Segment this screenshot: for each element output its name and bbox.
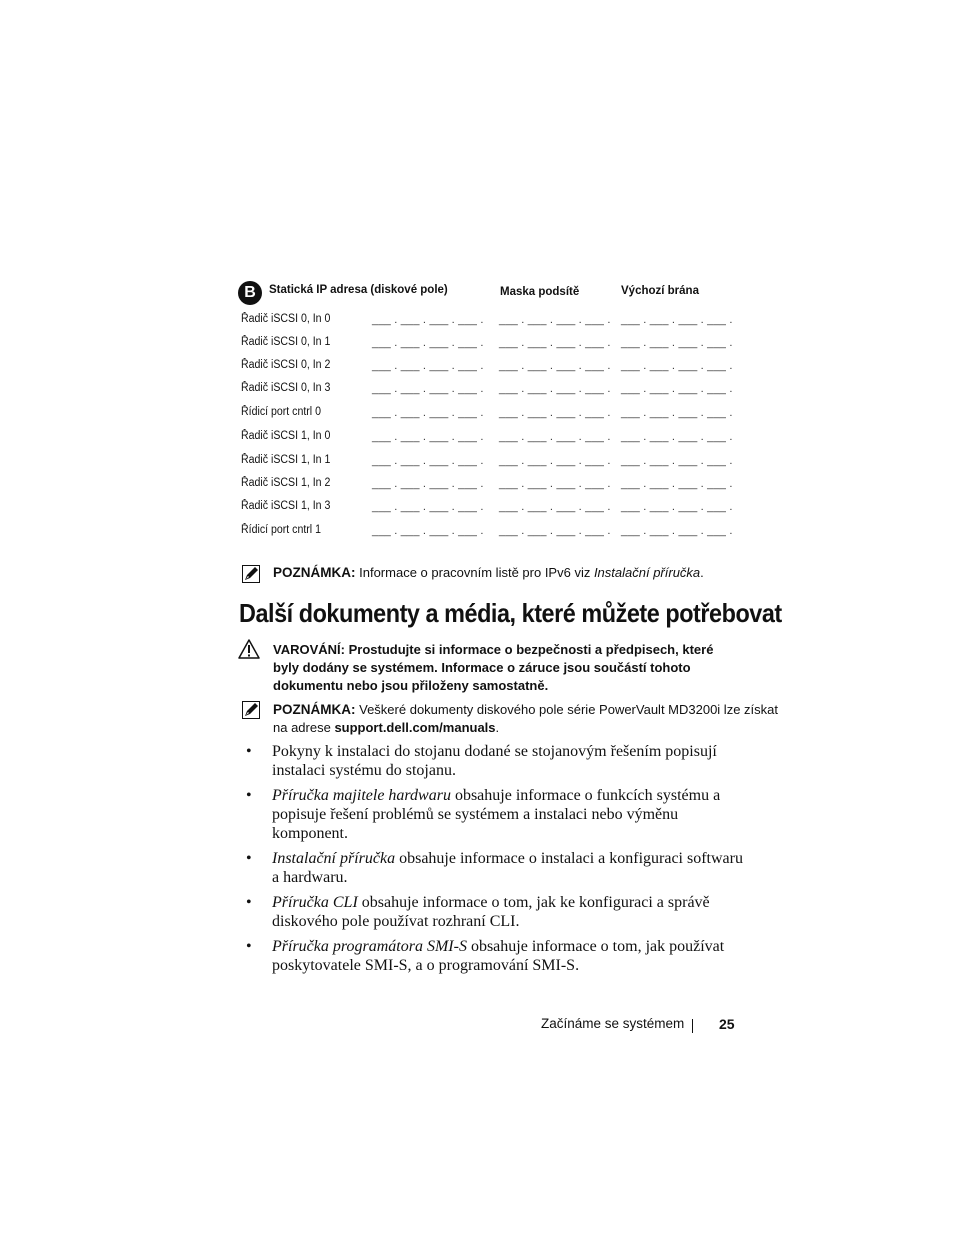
footer-separator — [692, 1019, 693, 1033]
row-label: Řadič iSCSI 1, In 0 — [241, 430, 331, 442]
document-title: Příručka CLI — [272, 894, 358, 911]
bullet-icon: • — [246, 850, 252, 867]
warning-label: VAROVÁNÍ: — [273, 642, 345, 657]
list-item — [246, 742, 746, 780]
header-static-ip: Statická IP adresa (diskové pole) — [269, 284, 448, 296]
note-label: POZNÁMKA: — [273, 702, 356, 717]
ip-blank[interactable]: ___ . ___ . ___ . ___ . — [372, 407, 484, 419]
row-label: Řídicí port cntrl 0 — [241, 406, 321, 418]
page-number: 25 — [719, 1016, 735, 1032]
gateway-blank[interactable]: ___ . ___ . ___ . ___ . — [621, 407, 733, 419]
gateway-blank[interactable]: ___ . ___ . ___ . ___ . — [621, 525, 733, 537]
mask-blank[interactable]: ___ . ___ . ___ . ___ . — [499, 314, 611, 326]
note-text-line1: Veškeré dokumenty diskového pole série PowerVault MD3200i lze získat — [359, 702, 778, 717]
bullet-icon: • — [246, 743, 252, 760]
warning-text: Prostudujte si informace o bezpečnosti a předpisech, které byly dodány se systémem. Informace o záruce jsou součástí tohoto dokumentu nebo jsou přiloženy samostatně. — [273, 642, 714, 693]
bullet-icon: • — [246, 787, 252, 804]
warning-block — [273, 641, 743, 695]
document-title: Příručka programátora SMI-S — [272, 938, 467, 955]
header-subnet-mask: Maska podsítě — [500, 286, 580, 298]
section-badge: B — [238, 281, 262, 305]
mask-blank[interactable]: ___ . ___ . ___ . ___ . — [499, 525, 611, 537]
note-documents: POZNÁMKA: Veškeré dokumenty diskového pole série PowerVault MD3200i lze získat na adrese support.dell.com/manuals. — [273, 702, 778, 735]
ip-blank[interactable]: ___ . ___ . ___ . ___ . — [372, 337, 484, 349]
row-label: Řadič iSCSI 1, In 3 — [241, 500, 331, 512]
list-item — [246, 786, 746, 843]
footer-section-title: Začínáme se systémem — [541, 1016, 685, 1031]
ip-blank[interactable]: ___ . ___ . ___ . ___ . — [372, 478, 484, 490]
list-item-text: obsahuje informace o tom, jak používat poskytovatele SMI-S, a o programování SMI-S. — [272, 938, 725, 974]
note-pencil-icon — [242, 565, 260, 583]
list-item — [246, 937, 746, 975]
row-label: Řadič iSCSI 0, In 2 — [241, 359, 331, 371]
list-item — [246, 893, 746, 931]
row-label: Řadič iSCSI 0, In 1 — [241, 336, 331, 348]
list-item-text: Pokyny k instalaci do stojanu dodané se stojanovým řešením popisují instalaci systému do stojanu. — [272, 743, 717, 779]
section-heading: Další dokumenty a média, které můžete potřebovat — [239, 598, 782, 628]
mask-blank[interactable]: ___ . ___ . ___ . ___ . — [499, 337, 611, 349]
gateway-blank[interactable]: ___ . ___ . ___ . ___ . — [621, 314, 733, 326]
row-label: Řadič iSCSI 0, In 0 — [241, 313, 331, 325]
gateway-blank[interactable]: ___ . ___ . ___ . ___ . — [621, 360, 733, 372]
row-label: Řadič iSCSI 1, In 2 — [241, 477, 331, 489]
document-title: Příručka majitele hardwaru — [272, 787, 451, 804]
row-label: Řadič iSCSI 1, In 1 — [241, 454, 331, 466]
mask-blank[interactable]: ___ . ___ . ___ . ___ . — [499, 383, 611, 395]
installation-guide-ref: Instalační příručka — [593, 565, 701, 580]
gateway-blank[interactable]: ___ . ___ . ___ . ___ . — [621, 455, 733, 467]
mask-blank[interactable]: ___ . ___ . ___ . ___ . — [499, 478, 611, 490]
header-default-gateway: Výchozí brána — [621, 285, 699, 297]
gateway-blank[interactable]: ___ . ___ . ___ . ___ . — [621, 337, 733, 349]
bullet-icon: • — [246, 894, 252, 911]
ip-blank[interactable]: ___ . ___ . ___ . ___ . — [372, 501, 484, 513]
mask-blank[interactable]: ___ . ___ . ___ . ___ . — [499, 431, 611, 443]
note-pencil-icon — [242, 701, 260, 719]
note-text: Informace o pracovním listě pro IPv6 viz — [359, 565, 594, 580]
ip-blank[interactable]: ___ . ___ . ___ . ___ . — [372, 525, 484, 537]
mask-blank[interactable]: ___ . ___ . ___ . ___ . — [499, 360, 611, 372]
list-item-text: obsahuje informace o funkcích systému a popisuje řešení problémů se systémem a instalaci nebo výměnu komponent. — [272, 787, 721, 842]
list-item-text: obsahuje informace o instalaci a konfiguraci softwaru a hardwaru. — [272, 850, 743, 886]
note-label: POZNÁMKA: — [273, 565, 356, 580]
document-title: Instalační příručka — [272, 850, 396, 867]
bullet-icon: • — [246, 938, 252, 955]
ip-blank[interactable]: ___ . ___ . ___ . ___ . — [372, 360, 484, 372]
gateway-blank[interactable]: ___ . ___ . ___ . ___ . — [621, 383, 733, 395]
note-ipv6: POZNÁMKA: Informace o pracovním listě pro IPv6 viz Instalační příručka. — [273, 565, 704, 580]
ip-blank[interactable]: ___ . ___ . ___ . ___ . — [372, 455, 484, 467]
row-label: Řídicí port cntrl 1 — [241, 524, 321, 536]
row-label: Řadič iSCSI 0, In 3 — [241, 382, 331, 394]
gateway-blank[interactable]: ___ . ___ . ___ . ___ . — [621, 431, 733, 443]
ip-blank[interactable]: ___ . ___ . ___ . ___ . — [372, 431, 484, 443]
mask-blank[interactable]: ___ . ___ . ___ . ___ . — [499, 455, 611, 467]
list-item — [246, 849, 746, 887]
ip-blank[interactable]: ___ . ___ . ___ . ___ . — [372, 383, 484, 395]
document-list — [246, 742, 746, 981]
gateway-blank[interactable]: ___ . ___ . ___ . ___ . — [621, 478, 733, 490]
gateway-blank[interactable]: ___ . ___ . ___ . ___ . — [621, 501, 733, 513]
ip-blank[interactable]: ___ . ___ . ___ . ___ . — [372, 314, 484, 326]
support-url[interactable]: support.dell.com/manuals — [334, 720, 496, 735]
mask-blank[interactable]: ___ . ___ . ___ . ___ . — [499, 407, 611, 419]
warning-triangle-icon — [238, 639, 260, 659]
list-item-text: obsahuje informace o tom, jak ke konfiguraci a správě diskového pole používat rozhraní CLI. — [272, 894, 710, 930]
mask-blank[interactable]: ___ . ___ . ___ . ___ . — [499, 501, 611, 513]
